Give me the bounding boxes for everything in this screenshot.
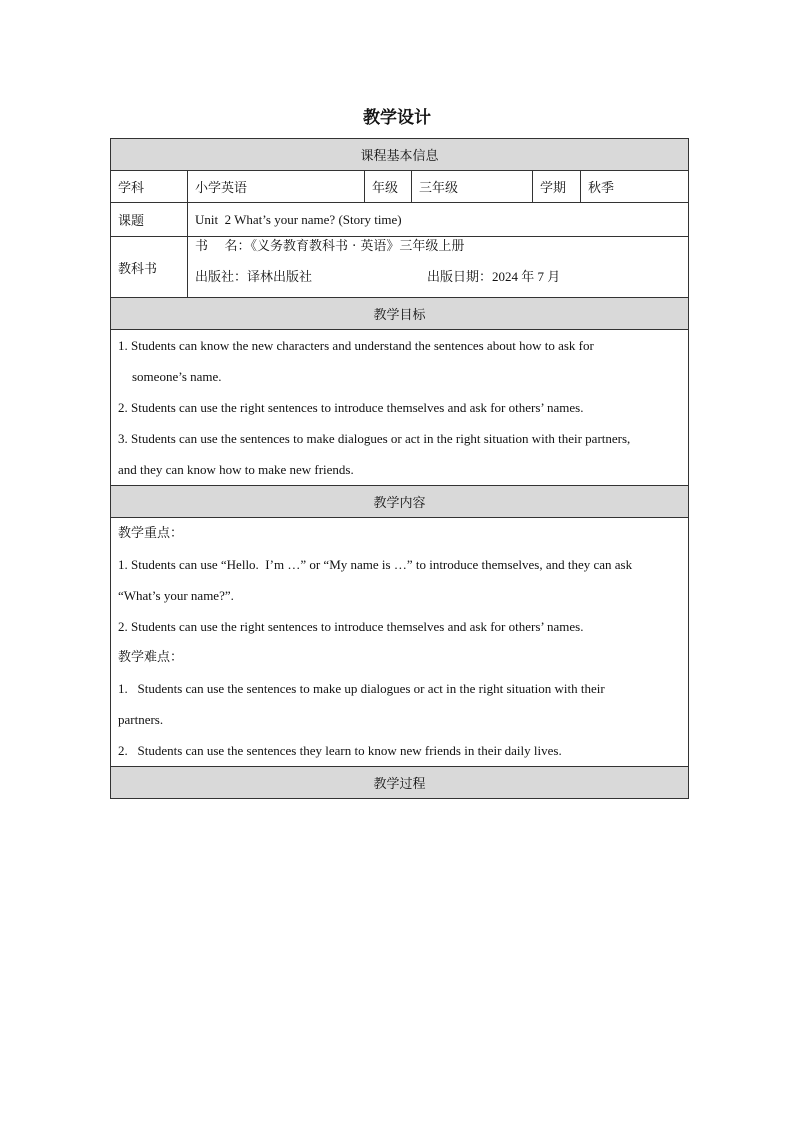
subject-value: 小学英语	[188, 171, 365, 203]
section-basic-info: 课程基本信息	[111, 139, 689, 171]
lesson-plan-table	[110, 138, 689, 799]
term-label: 学期	[533, 171, 581, 203]
section-objectives: 教学目标	[111, 298, 689, 330]
key-point-line: “What’s your name?”.	[118, 588, 234, 603]
publisher: 出版社：译林出版社	[195, 270, 313, 285]
objectives-block	[111, 330, 689, 486]
objective-line: and they can know how to make new friends.	[118, 462, 354, 477]
info-row	[111, 171, 689, 203]
topic-label: 课题	[111, 203, 188, 237]
textbook-details	[188, 237, 689, 298]
objectives-row	[111, 330, 689, 486]
objective-line: someone’s name.	[132, 369, 222, 384]
section-objectives-row	[111, 298, 689, 330]
pub-date-label: 出版日期：	[427, 270, 493, 285]
subject-label: 学科	[111, 171, 188, 203]
grade-value: 三年级	[412, 171, 533, 203]
book-name: 书 名：《义务教育教科书 · 英语》三年级上册	[195, 239, 465, 254]
topic-value: Unit 2 What’s your name? (Story time)	[188, 203, 689, 237]
content-block	[111, 518, 689, 767]
pub-date-value: 2024 年 7 月	[492, 269, 561, 284]
section-basic-info-row	[111, 139, 689, 171]
section-process-row	[111, 767, 689, 799]
document-title: 教学设计	[363, 108, 431, 128]
grade-label: 年级	[365, 171, 412, 203]
content-row	[111, 518, 689, 767]
objective-line: 2. Students can use the right sentences to introduce themselves and ask for others’ names.	[118, 400, 584, 415]
difficult-point-line: partners.	[118, 712, 164, 727]
key-points-label: 教学重点：	[118, 526, 184, 541]
textbook-row	[111, 237, 689, 298]
section-process: 教学过程	[111, 767, 689, 799]
topic-row	[111, 203, 689, 237]
objective-line: 1. Students can know the new characters and understand the sentences about how to ask for	[118, 338, 594, 353]
key-point-line: 2. Students can use the right sentences to introduce themselves and ask for others’ names.	[118, 619, 584, 634]
textbook-label: 教科书	[111, 237, 188, 298]
section-content-row	[111, 486, 689, 518]
difficult-point-line: 2. Students can use the sentences they learn to know new friends in their daily lives.	[118, 743, 562, 758]
publisher-line	[195, 267, 681, 297]
key-point-line: 1. Students can use “Hello. I’m …” or “My name is …” to introduce themselves, and they can ask	[118, 557, 633, 572]
objective-line: 3. Students can use the sentences to make dialogues or act in the right situation with their partners,	[118, 431, 631, 446]
section-content: 教学内容	[111, 486, 689, 518]
difficult-points-label: 教学难点：	[118, 650, 184, 665]
difficult-point-line: 1. Students can use the sentences to make up dialogues or act in the right situation with their	[118, 681, 605, 696]
term-value: 秋季	[581, 171, 689, 203]
